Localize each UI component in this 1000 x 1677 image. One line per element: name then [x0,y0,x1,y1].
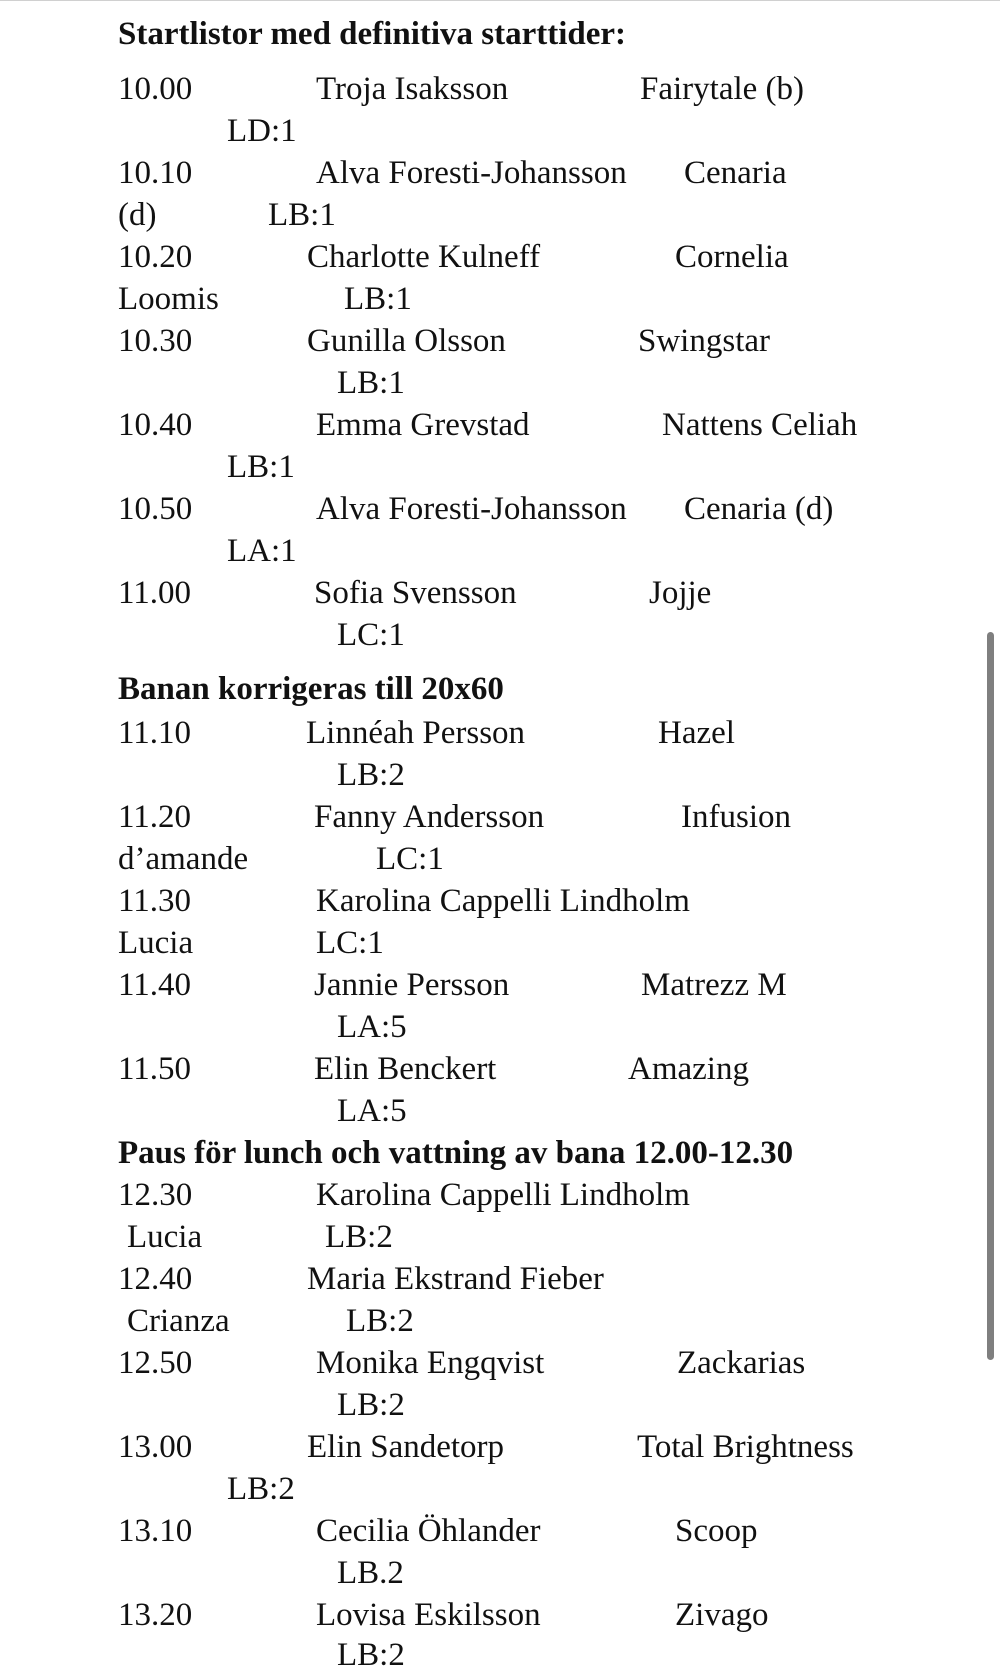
class-code: LB:2 [346,1303,414,1339]
start-time: 13.00 [118,1429,193,1465]
horse-name-continued: d’amande [118,841,249,877]
class-code: LB:2 [337,1387,405,1423]
rider-name: Karolina Cappelli Lindholm [316,883,690,919]
horse-name: Zivago [675,1597,769,1633]
start-time: 11.50 [118,1051,192,1087]
horse-name: Zackarias [677,1345,806,1381]
rider-name: Alva Foresti-Johansson [316,155,627,191]
class-code: LC:1 [376,841,444,877]
horse-name-continued: Lucia [127,1219,203,1255]
horse-name-continued: Crianza [127,1303,230,1339]
horse-name-continued: Lucia [118,925,194,961]
rider-name: Gunilla Olsson [307,323,506,359]
start-time: 10.10 [118,155,193,191]
class-code: LB:1 [268,197,336,233]
vertical-scrollbar[interactable] [987,632,994,1360]
start-time: 10.50 [118,491,193,527]
rider-name: Alva Foresti-Johansson [316,491,627,527]
schedule-note: Banan korrigeras till 20x60 [118,671,504,707]
rider-name: Jannie Persson [314,967,510,1003]
page-heading: Startlistor med definitiva starttider: [118,16,627,52]
start-time: 12.40 [118,1261,193,1297]
class-code: LB:2 [337,757,405,793]
class-code: LA:5 [337,1093,407,1129]
rider-name: Fanny Andersson [314,799,545,835]
start-time: 12.50 [118,1345,193,1381]
class-code: LB.2 [337,1555,404,1591]
class-code: LD:1 [227,113,297,149]
class-code: LC:1 [316,925,384,961]
class-code: LB:1 [227,449,295,485]
rider-name: Sofia Svensson [314,575,517,611]
start-time: 11.10 [118,715,192,751]
start-time: 10.00 [118,71,193,107]
schedule-note: Paus för lunch och vattning av bana 12.00-12.30 [118,1135,794,1171]
rider-name: Karolina Cappelli Lindholm [316,1177,690,1213]
horse-name-continued: Loomis [118,281,219,317]
rider-name: Maria Ekstrand Fieber [307,1261,604,1297]
horse-name: Infusion [681,799,791,835]
horse-name: Scoop [675,1513,758,1549]
class-code: LA:1 [227,533,297,569]
start-time: 11.20 [118,799,192,835]
horse-name: Total Brightness [637,1429,854,1465]
start-time: 12.30 [118,1177,193,1213]
start-time: 13.20 [118,1597,193,1633]
horse-name: Nattens Celiah [662,407,858,443]
horse-name: Cenaria [684,155,787,191]
rider-name: Elin Benckert [314,1051,497,1087]
class-code: LB:1 [337,365,405,401]
start-time: 10.20 [118,239,193,275]
horse-name: Matrezz M [641,967,787,1003]
start-time: 10.30 [118,323,193,359]
start-time: 10.40 [118,407,193,443]
start-time: 11.30 [118,883,192,919]
rider-name: Cecilia Öhlander [316,1513,541,1549]
class-code: LB:2 [325,1219,393,1255]
class-code: LB:2 [337,1637,405,1673]
class-code: LA:5 [337,1009,407,1045]
horse-name: Amazing [628,1051,749,1087]
class-code: LB:1 [344,281,412,317]
rider-name: Elin Sandetorp [307,1429,505,1465]
horse-name: Jojje [649,575,712,611]
class-code: LB:2 [227,1471,295,1507]
rider-name: Linnéah Persson [306,715,526,751]
horse-name: Hazel [658,715,735,751]
start-time: 11.00 [118,575,192,611]
start-time: 11.40 [118,967,192,1003]
horse-name-continued: (d) [118,197,157,233]
rider-name: Lovisa Eskilsson [316,1597,541,1633]
horse-name: Cornelia [675,239,789,275]
horse-name: Fairytale (b) [640,71,805,107]
horse-name: Swingstar [638,323,770,359]
start-time: 13.10 [118,1513,193,1549]
class-code: LC:1 [337,617,405,653]
rider-name: Troja Isaksson [316,71,509,107]
horse-name: Cenaria (d) [684,491,834,527]
rider-name: Emma Grevstad [316,407,530,443]
rider-name: Monika Engqvist [316,1345,545,1381]
rider-name: Charlotte Kulneff [307,239,541,275]
